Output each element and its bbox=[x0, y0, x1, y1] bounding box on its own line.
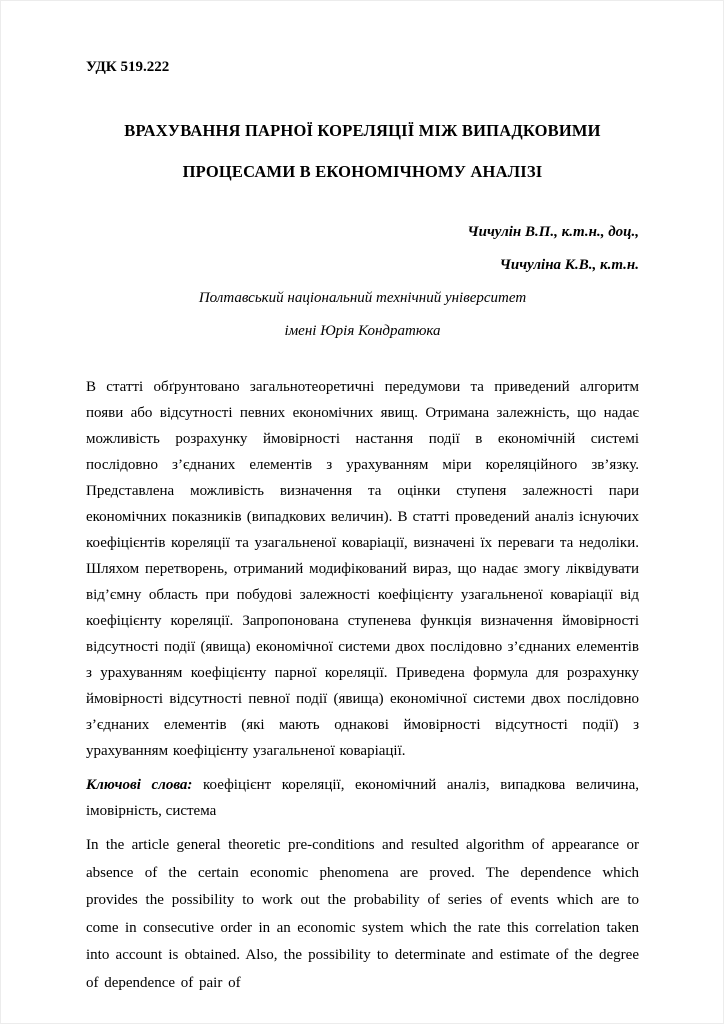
keywords-text: коефіцієнт кореляції, економічний аналіз, випадкова величина, імовірність, система bbox=[86, 777, 639, 819]
abstract-english: In the article general theoretic pre-conditions and resulted algorithm of appearance or absence of the certain economic phenomena are proved. The dependence which provides the possibility to work out the probability of series of events which are to come in consecutive order in an economic system which the rate this correlation taken into account is obtained. Also, the possibility to determinate and estimate of the degree of dependence of pair of bbox=[86, 837, 639, 991]
authors-block bbox=[86, 216, 639, 282]
abstract-ukrainian: В статті обґрунтовано загальнотеоретичні передумови та приведений алгоритм появи або відсутності певних економічних явищ. Отримана залежність, що надає можливість розрахунку ймовірності настання події в економічній системі послідовно з’єднаних елементів з урахуванням міри кореляційного зв’язку. Представлена можливість визначення та оцінки ступеня залежності пари економічних показників (випадкових величин). В статті проведений аналіз існуючих коефіцієнтів кореляції та узагальненої коваріації, визначені їх переваги та недоліки. Шляхом перетворень, отриманий модифікований вираз, що надає змогу ліквідувати від’ємну область при побудові залежності коефіцієнту узагальненої коваріації від коефіцієнту кореляції. Запропонована ступенева функція визначення ймовірності відсутності події (явища) економічної системи двох послідовно з’єднаних елементів з урахуванням коефіцієнту парної кореляції. Приведена формула для розрахунку ймовірності відсутності певної події (явища) економічної системи двох послідовно з’єднаних елементів (які мають однакові ймовірності відсутності події) з урахуванням коефіцієнту узагальненої коваріації. bbox=[86, 379, 639, 759]
keywords-block bbox=[86, 772, 639, 824]
author-1: Чичулін В.П., к.т.н., доц., bbox=[467, 224, 639, 240]
author-2: Чичуліна К.В., к.т.н. bbox=[499, 257, 639, 273]
affiliation-line2: імені Юрія Кондратюка bbox=[284, 323, 441, 339]
affiliation-line1: Полтавський національний технічний університет bbox=[198, 290, 527, 306]
keywords-label: Ключові слова: bbox=[86, 777, 193, 793]
udc-code: УДК 519.222 bbox=[86, 59, 170, 75]
article-title bbox=[86, 110, 639, 192]
article-title-line1: ВРАХУВАННЯ ПАРНОЇ КОРЕЛЯЦІЇ МІЖ ВИПАДКОВИМИ bbox=[124, 121, 601, 140]
article-title-line2: ПРОЦЕСАМИ В ЕКОНОМІЧНОМУ АНАЛІЗІ bbox=[182, 162, 543, 181]
affiliation-block bbox=[86, 282, 639, 348]
